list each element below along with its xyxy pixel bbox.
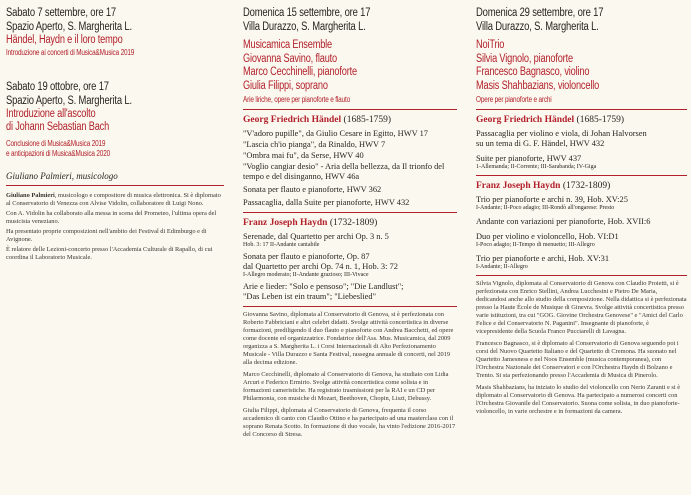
performer: Giovanna Savino, flauto	[243, 52, 338, 65]
performer-bio: Giulia Filippi, diplomata al Conservatorio di Genova, frequenta il corso accademico di canto con Claudio Ottino e ha partecipato ad una masterclass con il soprano Renata Scotto. In formazione di duo vocale, ha vinto l'edizione 2016-2017 del Concorso di Stresa.	[243, 407, 456, 438]
composer-dates: (1685-1759)	[574, 115, 625, 125]
program-item: Suite per pianoforte, HWV 437	[476, 154, 582, 163]
event1-title: Händel, Haydn e il loro tempo	[6, 34, 123, 46]
composer-dates: (1685-1759)	[341, 115, 392, 125]
bio-text-3: Ha presentato proprie composizioni nell'ambito dei Festival di Edimburgo e di Avignone.	[6, 227, 207, 243]
divider	[243, 109, 457, 110]
composer-dates: (1732-1809)	[560, 181, 611, 191]
event2-title-line2: di Johann Sebastian Bach	[6, 121, 110, 133]
event1-date: Sabato 7 settembre, ore 17	[6, 7, 117, 19]
program-item: "Das Leben ist ein traum"; "Liebeslied"	[243, 292, 376, 301]
program-movements: I-Andante; II-Poco adagio; III-Rondò all'ongarese: Presto	[476, 205, 615, 211]
bio-text-1: , musicologo e compositore di musica elettronica. Si è diplomato al Conservatorio di Venezza con Alvise Vidolin, collaboratore di Luigi Nono.	[6, 191, 221, 207]
performer: Silvia Vignolo, pianoforte	[476, 52, 573, 65]
event2-venue: Spazio Aperto, S. Margherita L.	[6, 94, 132, 107]
event-date: Domenica 15 settembre, ore 17	[243, 7, 371, 19]
program-item: Serenade, dal Quartetto per archi Op. 3 n. 5	[243, 232, 389, 241]
bio-name: Giuliano Palmieri	[6, 191, 55, 199]
event2-subtitle-line1: Conclusione di Musica&Musica 2019	[6, 138, 106, 148]
program-item: Passacaglia, dalla Suite per pianoforte, HWV 432	[243, 198, 410, 207]
program-item: Sonata per flauto e pianoforte, Op. 87	[243, 252, 370, 261]
performer: Masis Shahbazians, violoncello	[476, 79, 600, 92]
event1-venue: Spazio Aperto, S. Margherita L.	[6, 21, 132, 33]
event2-title-line1: Introduzione all'ascolto	[6, 107, 96, 120]
program-movements: I-Allegro moderato; II-Andante grazioso; III-Vivace	[243, 272, 369, 278]
performer-bio: Masis Shahbazians, ha iniziato lo studio del violoncello con Nerio Zaranti e si è diplomato al Conservatorio di Genova. Ha partecipato a numerosi concerti con l'Orchestra Giovanile del Conservatorio. Suona come solista, in duo pianoforte-violoncello, in varie orchestre e in formazioni da camera.	[476, 384, 681, 415]
composer-name: Georg Friedrich Händel	[476, 115, 575, 125]
composer-name: Georg Friedrich Händel	[243, 115, 342, 125]
composer-dates: (1732-1809)	[327, 218, 378, 228]
program-movements: Hob. 3: 17 II-Andante cantabile	[243, 242, 320, 248]
program-item: "Lascia ch'io pianga", da Rinaldo, HWV 7	[243, 140, 386, 149]
bio-text-4: È relatore delle Lezioni-concerto presso l'Accademia Culturale di Rapallo, di cui coordina il Laboratorio Musicale.	[6, 245, 213, 261]
program-item: Andante con variazioni per pianoforte, Hob. XVII:6	[476, 217, 651, 226]
event-venue: Villa Durazzo, S. Margherita L.	[243, 21, 366, 33]
performer-bio: Giovanna Savino, diplomata al Conservatorio di Genova, si è perfezionata con Roberto Fabbriciani e altri celebri didatti. Svolge attività concertistica in diverse formazioni, prediligendo il duo flauto e pianoforte con Andrea Bacchetti, ed opere come docente ed organizzatrice. Fondatrice dell'Ass. Mus. Musicamica, dal 2009 organizza a S. Margherita L. i Corsi Internazionali di Alto Perfezionamento Musicale - Villa Durazzo e Santa Festival, rassegna annuale di concerti, nel 2019 alla decima edizione.	[243, 311, 454, 366]
divider	[476, 275, 687, 276]
event2-date: Sabato 19 ottobre, ore 17	[6, 80, 109, 93]
performer: Francesco Bagnasco, violino	[476, 66, 590, 78]
program-item: "Voglio cangiar desio" - Aria della bellezza, da Il trionfo del tempo e del disinganno, HWV 46a	[243, 162, 445, 181]
speaker-bio	[6, 192, 224, 208]
speaker: Giuliano Palmieri, musicologo	[6, 170, 118, 181]
column-middle	[237, 0, 459, 495]
performer: NoiTrio	[476, 39, 505, 51]
program-item: Trio per pianoforte e archi n. 39, Hob. XV:25	[476, 195, 628, 204]
program-item: dal Quartetto per archi Op. 74 n. 1, Hob. 3: 72	[243, 262, 398, 271]
composer-name: Franz Joseph Haydn	[243, 218, 328, 228]
composer-heading	[243, 114, 457, 126]
divider	[476, 109, 687, 110]
divider	[6, 185, 224, 186]
composer-name: Franz Joseph Haydn	[476, 181, 561, 191]
divider	[243, 306, 457, 307]
performer: Marco Cecchinelli, pianoforte	[243, 66, 357, 78]
event-date: Domenica 29 settembre, ore 17	[476, 7, 604, 19]
column-right	[470, 0, 691, 495]
program-item: su un tema di G. F. Händel, HWV 432	[476, 139, 605, 148]
composer-heading	[476, 180, 687, 192]
composer-heading	[476, 114, 687, 126]
program-movements: I-Andante; II-Allegro	[476, 264, 528, 270]
program-item: Duo per violino e violoncello, Hob. VI:D1	[476, 232, 619, 241]
program-item: Arie e lieder: "Solo e pensoso"; "Die Landlust";	[243, 282, 404, 291]
program-item: Passacaglia per violino e viola, di Johan Halvorsen	[476, 129, 647, 138]
performer-bio: Silvia Vignolo, diplomata al Conservatorio di Genova con Claudio Proietti, si è perfezionata con Enrico Stellini, Andrea Lucchesini e Pietro De Maria, dedicandosi anche allo studio della composizione. Nella didattica si è perfezionata presso la Haute École de Musique di Ginevra. Svolge attività concertistica presso varie istituzioni, tra cui "GOG. Giovine Orchestra Genovese" e "Amici del Carlo Felice e del Conservatorio N. Paganini". Insegnante di pianoforte, è vicepresidente della Scuola Franco Pucciarelli di Lavagna.	[476, 280, 687, 335]
program-item: "V'adoro pupille", da Giulio Cesare in Egitto, HWV 17	[243, 129, 428, 138]
divider	[476, 175, 687, 176]
performer: Giulia Filippi, soprano	[243, 79, 328, 92]
program-item: Trio per pianoforte e archi, Hob. XV:31	[476, 254, 610, 263]
performer-bio: Marco Cecchinelli, diplomato al Conservatorio di Genova, ha studiato con Lidia Arcuri e Federico Ermirio. Svolge attività concertistica come solista e in formazioni cameristiche. Ha registrato trasmissioni per la RAI e un CD per Philarmonia, con musiche di Mozart, Beethoven, Chopin, Liszt, Debussy.	[243, 371, 449, 402]
program-item: "Ombra mai fu", da Serse, HWV 40	[243, 151, 364, 160]
event1-subtitle: Introduzione ai concerti di Musica&Musica 2019	[6, 47, 135, 57]
program-subtitle: Arie liriche, opere per pianoforte e flauto	[243, 95, 350, 104]
performer-bio: Francesco Bagnasco, si è diplomato al Conservatorio di Genova seguendo poi i corsi del Nuovo Quartetto Italiano e del Quartetto di Cremona. Ha suonato nel Quartetto Jamesness e nel Noos Ensemble (musica contemporanea), con l'Orchestra Nazionale dei Conservatori e con l'Orchestra Haydn di Bolzano e Trento. Si sta perfezionando presso l'Accademia di Musica di Pinerolo.	[476, 340, 679, 379]
program-subtitle: Opere per pianoforte e archi	[476, 95, 552, 104]
event2-subtitle-line2: e anticipazioni di Musica&Musica 2020	[6, 148, 111, 158]
composer-heading	[243, 217, 457, 229]
program-movements: 1-Allemanda; II-Corrente; III-Sarabanda; IV-Giga	[476, 164, 597, 170]
program-item: Sonata per flauto e pianoforte, HWV 362	[243, 185, 382, 194]
divider	[243, 212, 457, 213]
program-movements: I-Poco adagio; II-Tempo di menuetto; III-Allegro	[476, 242, 595, 248]
performer: Musicamica Ensemble	[243, 39, 332, 51]
bio-text-2: Con A. Vidolin ha collaborato alla messa in scena del Prometeo, l'ultima opera del musicista veneziano.	[6, 209, 217, 225]
column-left	[0, 0, 228, 495]
event-venue: Villa Durazzo, S. Margherita L.	[476, 21, 599, 33]
